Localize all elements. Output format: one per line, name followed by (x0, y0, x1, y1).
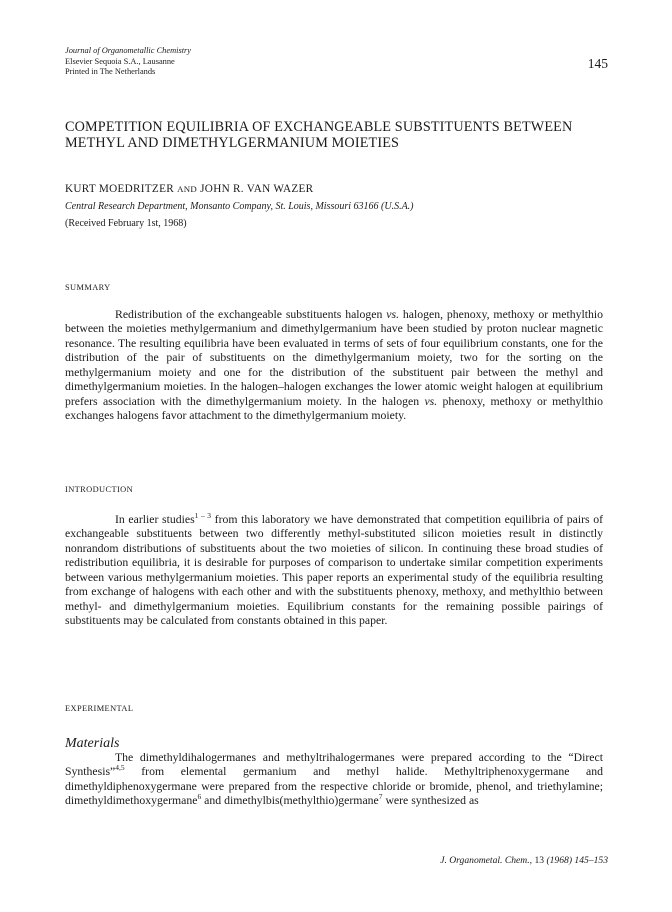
author-conjunction: AND (177, 184, 198, 194)
summary-paragraph (65, 308, 603, 424)
page-number: 145 (587, 56, 608, 71)
intro-text-1: In earlier studies (115, 513, 195, 526)
publisher-line: Elsevier Sequoia S.A., Lausanne (65, 56, 175, 66)
author-2: JOHN R. VAN WAZER (200, 183, 314, 195)
article-title: COMPETITION EQUILIBRIA OF EXCHANGEABLE SUBSTITUENTS BETWEEN METHYL AND DIMETHYLGERMANIUM MOIETIES (65, 119, 573, 151)
author-1: KURT MOEDRITZER (65, 183, 174, 195)
printed-line: Printed in The Netherlands (65, 67, 156, 76)
experimental-heading: EXPERIMENTAL (65, 704, 134, 713)
materials-text-1: The dimethyldihalogermanes and methyltrihalogermanes were prepared according to the “Direct Synthesis” (65, 751, 603, 779)
summary-vs-2: vs. (424, 394, 438, 408)
citation-footer (440, 855, 608, 866)
materials-text-3: and dimethylbis(methylthio)germane (201, 794, 379, 808)
intro-ref-1: 1 – 3 (194, 511, 212, 521)
materials-subheading: Materials (65, 736, 120, 751)
materials-text-4: were synthesized as (382, 794, 479, 808)
summary-text-1: Redistribution of the exchangeable substituents halogen (115, 308, 387, 321)
footer-rest: (1968) 145–153 (546, 855, 608, 866)
summary-text-2: halogen, phenoxy, methoxy or methylthio between the moieties methylgermanium and dimethylgermanium have been studied by proton nuclear magnetic resonance. The resulting equilibria have been evaluated in terms of sets of four equilibrium constants, one for the distribution of the pair of substituents on the dimethylgermanium moiety, two for the sorting on the methylgermanium moiety and one for the distribution of the substituent pair between the methyl and dimethylgermanium moieties. In the halogen–halogen exchanges the lower atomic weight halogen at equilibrium prefers association with the dimethylgermanium moiety. In the halogen (65, 308, 604, 408)
introduction-paragraph (65, 513, 603, 629)
footer-volume: 13 (534, 855, 545, 866)
introduction-heading: INTRODUCTION (65, 485, 134, 494)
materials-paragraph (65, 751, 603, 809)
journal-header (65, 46, 191, 78)
materials-ref-1: 4,5 (115, 763, 125, 773)
author-line (65, 183, 313, 195)
intro-text-2: from this laboratory we have demonstrated that competition equilibria of pairs of exchangeable substituents between two differently methyl-substituted silicon moieties result in distinctly nonrandom distributions of substituents about the two moieties of silicon. In continuing these broad studies of redistribution equilibria, it is desirable for purposes of comparison to undertake similar competition experiments between various methylgermanium moieties. This paper reports an experimental study of the equilibria resulting from exchange of halogens with each other and with the substituents phenoxy, methoxy, and methylthio between methyl- and dimethylgermanium moieties. Equilibrium constants for the remaining possible pairings of substituents may be calculated from constants obtained in this paper. (65, 513, 603, 628)
summary-vs-1: vs. (386, 308, 400, 321)
materials-ref-3: 7 (378, 792, 383, 802)
journal-name: Journal of Organometallic Chemistry (65, 46, 192, 55)
summary-heading: SUMMARY (65, 283, 111, 292)
affiliation: Central Research Department, Monsanto Company, St. Louis, Missouri 63166 (U.S.A.) (65, 201, 414, 212)
footer-journal: J. Organometal. Chem., (440, 855, 533, 866)
materials-ref-2: 6 (197, 792, 202, 802)
summary-text-3: phenoxy, methoxy or methylthio exchanges halogens favor attachment to the dimethylgermanium moiety. (65, 394, 603, 423)
received-date: (Received February 1st, 1968) (65, 218, 187, 229)
materials-text-2: from elemental germanium and methyl halide. Methyltriphenoxygermane and dimethyldiphenoxygermane were prepared from the respective chloride or bromide, phenol, and triethylamine; dimethyldimethoxygermane (65, 765, 603, 808)
